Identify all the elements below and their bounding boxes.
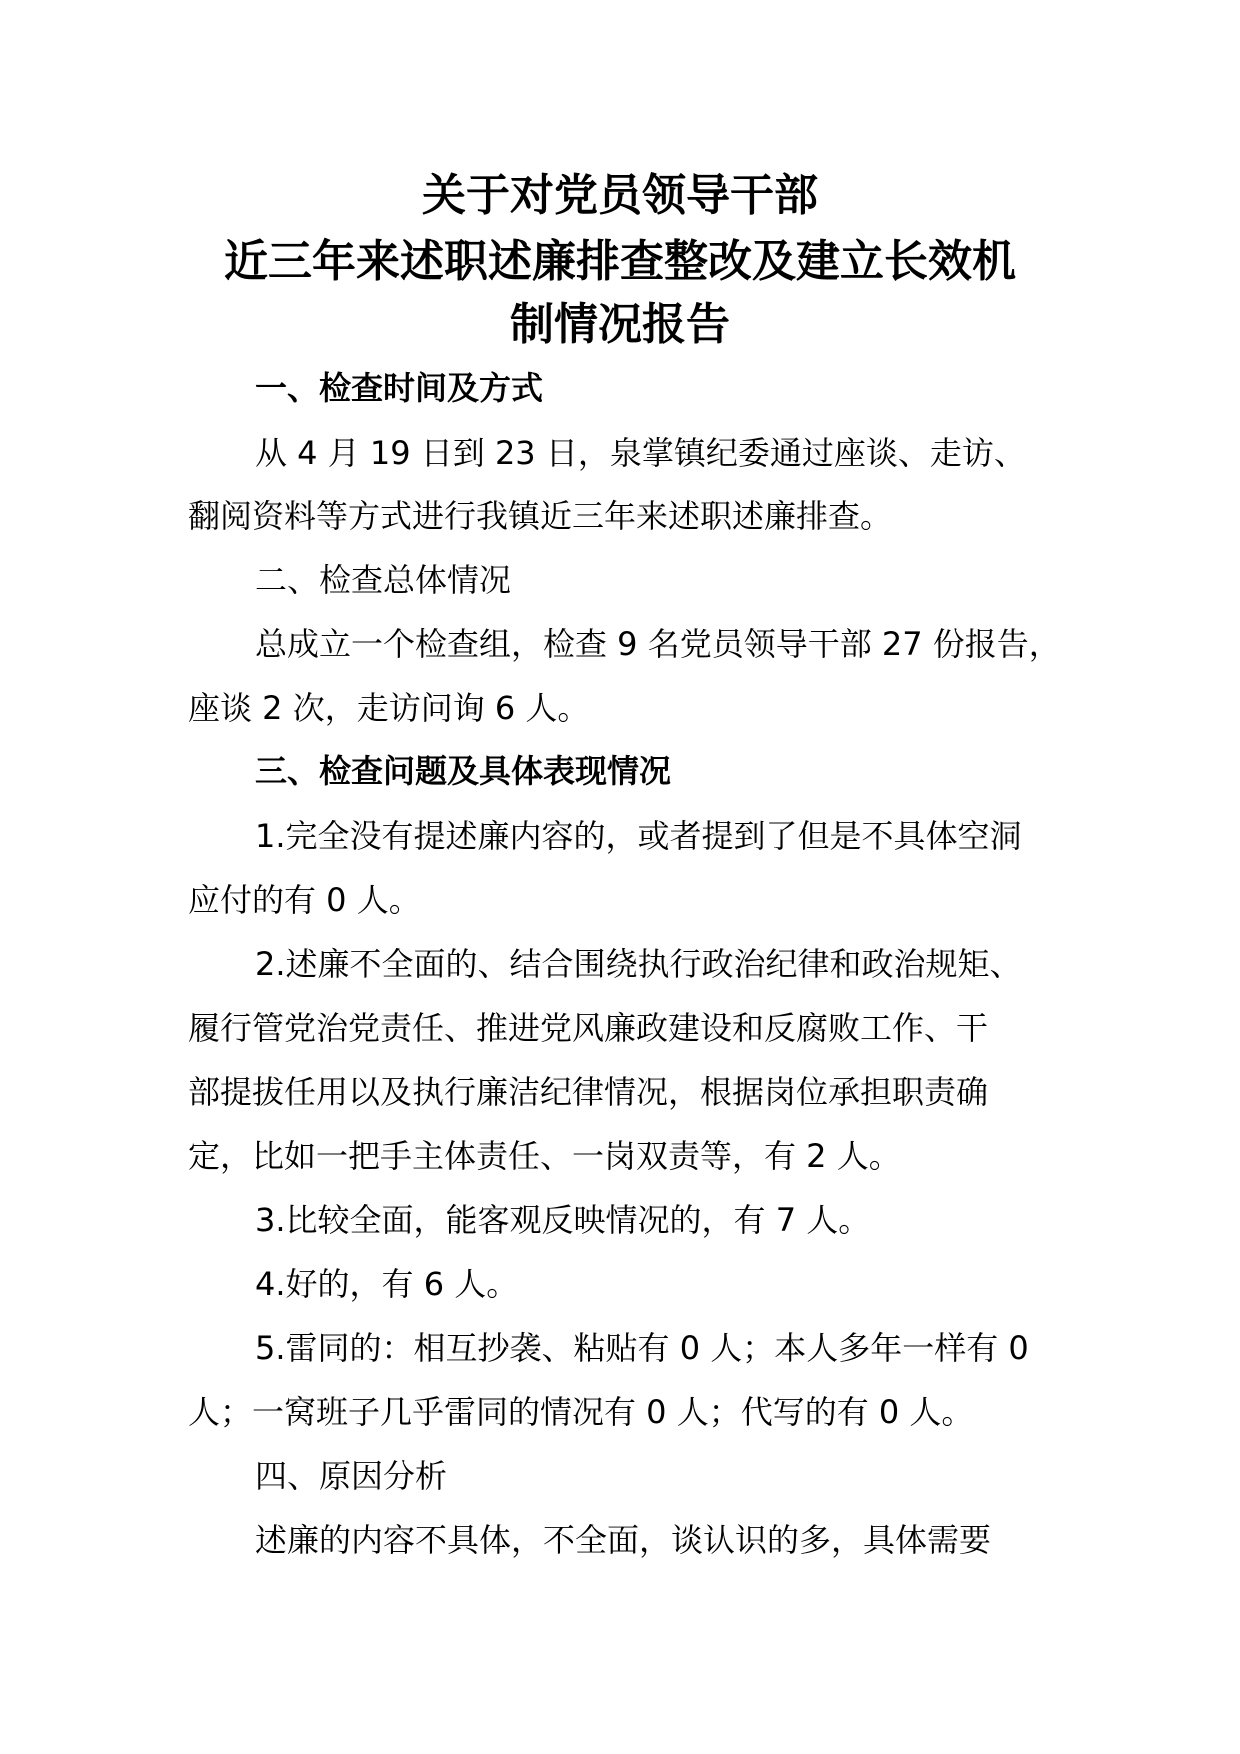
section-3-item-3: 3.比较全面，能客观反映情况的，有 7 人。 — [255, 1201, 871, 1239]
section-3-item-2-line-2: 履行管党治党责任、推进党风廉政建设和反腐败工作、干 — [188, 1009, 989, 1047]
section-3-item-2-line-4: 定，比如一把手主体责任、一岗双责等，有 2 人。 — [188, 1137, 901, 1175]
section-2-body-line-2: 座谈 2 次，走访问询 6 人。 — [188, 689, 590, 727]
section-2-heading: 二、检查总体情况 — [255, 561, 512, 599]
section-3-item-5-line-2: 人；一窝班子几乎雷同的情况有 0 人；代写的有 0 人。 — [188, 1393, 974, 1431]
section-2-body-line-1: 总成立一个检查组，检查 9 名党员领导干部 27 份报告， — [255, 625, 1061, 663]
section-3-heading: 三、检查问题及具体表现情况 — [255, 752, 672, 790]
section-4-heading: 四、原因分析 — [255, 1457, 448, 1495]
section-3-item-5-line-1: 5.雷同的：相互抄袭、粘贴有 0 人；本人多年一样有 0 — [255, 1329, 1029, 1367]
section-3-item-2-line-1: 2.述廉不全面的、结合围绕执行政治纪律和政治规矩、 — [255, 945, 1022, 983]
section-3-item-4: 4.好的，有 6 人。 — [255, 1265, 519, 1303]
section-1-heading: 一、检查时间及方式 — [255, 369, 544, 407]
document-title-line-2: 近三年来述职述廉排查整改及建立长效机 — [224, 236, 1016, 287]
section-3-item-1-line-1: 1.完全没有提述廉内容的，或者提到了但是不具体空洞 — [255, 817, 1022, 855]
section-1-body-line-2: 翻阅资料等方式进行我镇近三年来述职述廉排查。 — [188, 497, 893, 535]
section-4-body-line-1: 述廉的内容不具体，不全面，谈认识的多，具体需要 — [255, 1521, 992, 1559]
section-3-item-2-line-3: 部提拔任用以及执行廉洁纪律情况，根据岗位承担职责确 — [188, 1073, 989, 1111]
document-title-line-3: 制情况报告 — [510, 299, 730, 350]
document-title-line-1: 关于对党员领导干部 — [422, 170, 818, 221]
section-1-body-line-1: 从 4 月 19 日到 23 日，泉掌镇纪委通过座谈、走访、 — [255, 434, 1026, 472]
section-3-item-1-line-2: 应付的有 0 人。 — [188, 881, 421, 919]
